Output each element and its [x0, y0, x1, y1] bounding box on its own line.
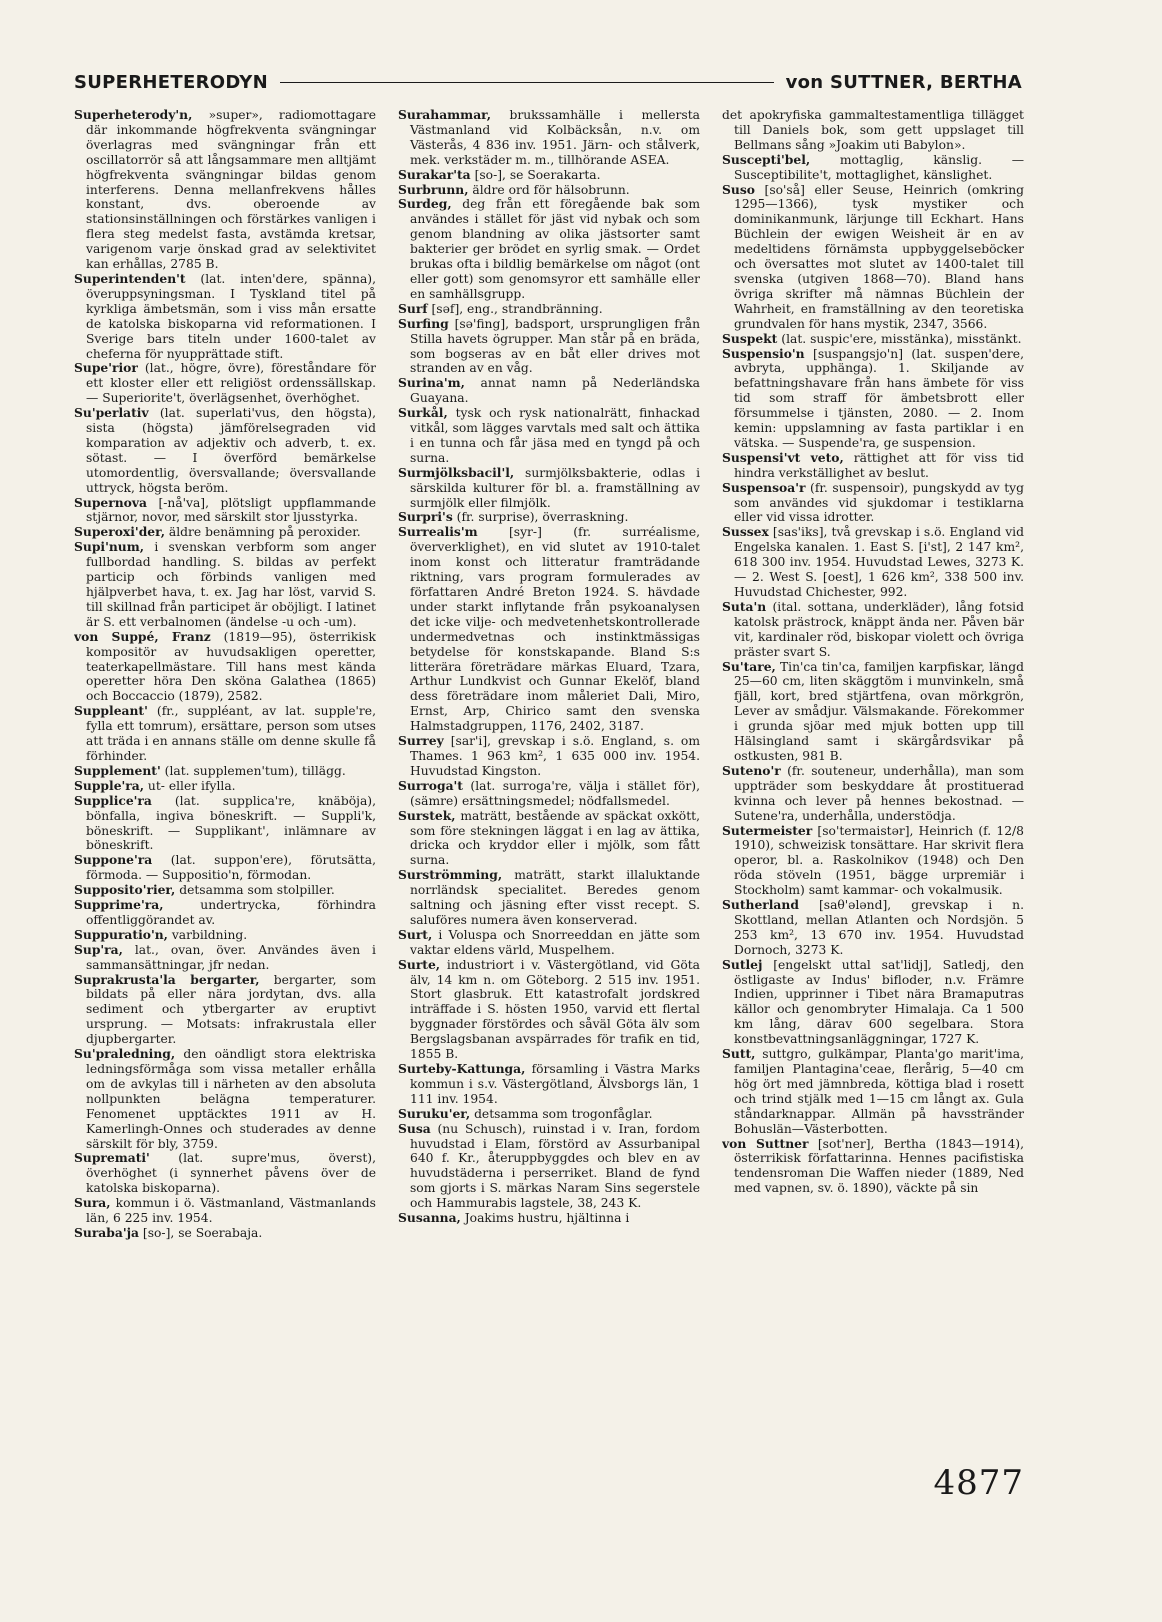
entry-headword: Superintenden't: [74, 270, 186, 286]
entry-text: industriort i v. Västergötland, vid Göta älv, 14 km n. om Göteborg. 2 515 inv. 1951. Stort glasbruk. Ett katastrofalt jordskred inträffade i S. hösten 1950, varvid ett flertal byggnader förstördes och såväl Göta älv som Bergslagsbanan avspärrades för trafik en tid, 1855 B.: [410, 957, 700, 1062]
entry-headword: Superheterody'n,: [74, 108, 193, 122]
entry-headword: Suruku'er,: [398, 1105, 471, 1121]
entry-text: [sar'i], grevskap i s.ö. England, s. om Thames. 1 963 km², 1 635 000 inv. 1954. Huvudstad Kingston.: [410, 734, 700, 778]
dictionary-entry: [398, 1062, 700, 1107]
dictionary-entry: [74, 406, 376, 495]
entry-headword: Susanna,: [398, 1210, 461, 1226]
entry-headword: Surdeg,: [398, 196, 452, 212]
entry-headword: Surfing: [398, 315, 449, 331]
dictionary-entry: [722, 764, 1024, 824]
dictionary-entry: [74, 794, 376, 854]
dictionary-entry: [398, 466, 700, 511]
entry-headword: Surpri's: [398, 509, 453, 525]
dictionary-entry: [74, 361, 376, 406]
dictionary-entry: [722, 824, 1024, 899]
dictionary-entry: [74, 853, 376, 883]
entry-text: [sə'fing], badsport, ursprungligen från Stilla havets ögrupper. Man står på en bräda, som bogseras av en båt eller drives mot stranden av en våg.: [410, 316, 700, 376]
entry-headword: Surrealis'm: [398, 524, 478, 540]
dictionary-entry: [74, 1196, 376, 1226]
entry-headword: Suppone'ra: [74, 852, 153, 868]
entry-headword: Supi'num,: [74, 539, 145, 555]
dictionary-entry: [74, 883, 376, 898]
entry-headword: von Suttner: [722, 1135, 809, 1151]
entry-text: (fr. suspensoir), pungskydd av tyg som användes vid sjukdomar i testiklarna eller vid vissa idrotter.: [734, 480, 1024, 525]
dictionary-entry: [74, 779, 376, 794]
entry-headword: Su'perlativ: [74, 405, 149, 421]
entry-headword: Surina'm,: [398, 375, 465, 391]
dictionary-entry: [722, 108, 1024, 153]
entry-headword: Surakar'ta: [398, 166, 471, 182]
entry-text: i Voluspa och Snorreeddan en jätte som vaktar eldens värld, Muspelhem.: [410, 927, 700, 957]
column-right: [722, 108, 1024, 1448]
dictionary-entry: [398, 317, 700, 377]
dictionary-entry: [74, 973, 376, 1048]
entry-headword: Suppleant': [74, 703, 148, 719]
entry-headword: Surbrunn,: [398, 181, 469, 197]
entry-headword: Supremati': [74, 1150, 150, 1166]
entry-headword: Suspekt: [722, 330, 778, 346]
entry-headword: Supe'rior: [74, 360, 138, 376]
dictionary-entry: [722, 660, 1024, 764]
entry-text: suttgro, gulkämpar, Planta'go marit'ima, familjen Plantagina'ceae, flerårig, 5—40 cm hög ört med jämnbreda, köttiga blad i rosett och trind stjälk med 1—15 cm långt ax. Gula ståndarknappar. Allmän på havsstränder Bohuslän—Västerbotten.: [734, 1047, 1024, 1136]
entry-headword: Suspensi'vt veto,: [722, 449, 844, 465]
entry-text: [so-], se Soerakarta.: [470, 167, 601, 182]
dictionary-entry: [398, 734, 700, 779]
entry-text: [so'termaistər], Heinrich (f. 12/8 1910), schweizisk tonsättare. Har skrivit flera operor, bl. a. Raskolnikov (1948) och Den röda stöveln (1951, bägge urpremiär i Stockholm) samt kammar- och vokalmusik.: [734, 823, 1024, 898]
entry-headword: Surt,: [398, 926, 433, 942]
dictionary-entry: [722, 153, 1024, 183]
entry-headword: Sutherland: [722, 897, 799, 913]
entry-text: rättighet att för viss tid hindra verkställighet av beslut.: [734, 450, 1024, 480]
dictionary-entry: [74, 540, 376, 629]
entry-headword: Surrey: [398, 733, 444, 749]
dictionary-entry: [398, 108, 700, 168]
dictionary-entry: [722, 1047, 1024, 1136]
entry-text: ut- eller ifylla.: [144, 778, 236, 793]
dictionary-entry: [398, 1122, 700, 1211]
dictionary-entry: [74, 764, 376, 779]
entry-headword: Susa: [398, 1120, 431, 1136]
entry-text: [engelskt uttal sat'lidj], Satledj, den östligaste av Indus' bifloder, n.v. Främre Indien, upprinner i Tibet nära Bramaputras källor och genombryter Himalaja. Ca 1 500 km lång, därav 600 segelbara. Stora konstbevattningsanläggningar, 1727 K.: [734, 957, 1024, 1047]
entry-headword: Supplement': [74, 762, 161, 778]
dictionary-entry: [722, 332, 1024, 347]
entry-text: maträtt, starkt illaluktande norrländsk specialitet. Beredes genom saltning och jäsning efter visst recept. S. saluföres numera även konserverad.: [410, 868, 700, 927]
dictionary-entry: [398, 779, 700, 809]
header-right-guideword: von SUTTNER, BERTHA: [785, 71, 1022, 93]
entry-text: (lat. suspic'ere, misstänka), misstänkt.: [777, 331, 1022, 346]
entry-text: [saθ'ələnd], grevskap i n. Skottland, mellan Atlanten och Nordsjön. 5 253 km², 13 670 inv. 1954. Huvudstad Dornoch, 3273 K.: [734, 898, 1024, 957]
entry-text: äldre benämning på peroxider.: [164, 525, 361, 540]
entry-text: (lat. supplica're, knäböja), bönfalla, ingiva böneskrift. — Suppli'k, böneskrift. — Supplikant', inlämnare av böneskrift.: [86, 793, 376, 853]
entry-text: [syr-] (fr. surréalisme, öververklighet), en vid slutet av 1910-talet inom konst och litteratur framträdande riktning, vars program formulerades av författaren André Breton 1924. S. hävdade under starkt inflytande från psykoanalysen det icke vilje- och medvetenhetskontrollerade undermedvetnas och instinktmässigas betydelse för konstskapande. Bland S:s litterära företrädare märkas Eluard, Tzara, Arthur Lundkvist och Gunnar Ekelöf, bland dess företrädare inom måleriet Dali, Miro, Ernst, Arp, Chirico samt den svenska Halmstadgruppen, 1176, 2402, 3187.: [410, 525, 700, 734]
dictionary-entry: [74, 704, 376, 764]
entry-headword: Supplice'ra: [74, 792, 152, 808]
entry-headword: Sup'ra,: [74, 941, 123, 957]
entry-text: »super», radiomottagare där inkommande högfrekventa svängningar överlagras med svängningar från ett oscillatorrör så att långsammare men alltjämt högfrekventa svängningar bildas genom interferens. Denna mellanfrekvens hålles konstant, dvs. oberoende av stationsinställningen och förstärkes vanligen i flera steg medelst fasta, avstämda kretsar, varigenom varje önskad grad av selektivitet kan erhållas, 2785 B.: [86, 108, 376, 272]
entry-headword: Sutt,: [722, 1046, 756, 1062]
dictionary-entry: [398, 868, 700, 928]
dictionary-entry: [398, 168, 700, 183]
header-left-guideword: SUPERHETERODYN: [74, 71, 268, 93]
dictionary-entry: [74, 525, 376, 540]
entry-text: detsamma som trogonfåglar.: [470, 1106, 653, 1121]
dictionary-entry: [722, 958, 1024, 1047]
entry-headword: Surkål,: [398, 405, 448, 421]
dictionary-entry: [74, 943, 376, 973]
entry-text: (fr. souteneur, underhålla), man som uppträder som beskyddare åt prostituerad kvinna och lever på hennes bekostnad. — Sutene'ra, underhålla, understödja.: [734, 763, 1024, 823]
entry-headword: Surteby-Kattunga,: [398, 1061, 526, 1076]
entry-text: den oändligt stora elektriska ledningsförmåga som vissa metaller erhålla om de avkylas till i närheten av den absoluta nollpunkten belägna temperaturer. Fenomenet upptäcktes 1911 av H. Kamerlingh-Onnes och studerades av denne särskilt för bly, 3759.: [86, 1047, 376, 1151]
entry-text: [suspangsjo'n] (lat. suspen'dere, avbryta, upphänga). 1. Skiljande av befattningshavare från hans ämbete för viss tid som straff för ämbetsbrott eller försummelse i tjänsten, 2080. — 2. Inom kemin: uppslamning av fasta partiklar i en vätska. — Suspende'ra, ge suspension.: [734, 346, 1024, 450]
dictionary-entry: [398, 183, 700, 198]
entry-headword: Suspensoa'r: [722, 479, 806, 495]
dictionary-entry: [398, 1211, 700, 1226]
page-number: 4877: [933, 1463, 1024, 1503]
entry-text: [so-], se Soerabaja.: [139, 1225, 263, 1240]
entry-text: lat., ovan, över. Användes även i sammansättningar, jfr nedan.: [86, 942, 376, 972]
dictionary-entry: [74, 1226, 376, 1241]
entry-text: [sas'iks], två grevskap i s.ö. England vid Engelska kanalen. 1. East S. [i'st], 2 147 km², 618 300 inv. 1954. Huvudstad Lewes, 3273 K. — 2. West S. [oest], 1 626 km², 338 500 inv. Huvudstad Chichester, 992.: [734, 525, 1024, 599]
entry-text: [sot'ner], Bertha (1843—1914), österrikisk författarinna. Hennes pacifistiska tendensroman Die Waffen nieder (1889, Ned med vapnen, sv. ö. 1890), väckte på sin: [734, 1136, 1024, 1196]
entry-text: bergarter, som bildats på eller nära jordytan, dvs. alla sediment och ytbergarter av eruptivt ursprung. — Motsats: infrakrustala eller djupbergarter.: [86, 972, 376, 1047]
entry-text: tysk och rysk nationalrätt, finhackad vitkål, som lägges varvtals med salt och ättika i en tunna och får jäsa med en tyngd på och surna.: [410, 406, 700, 465]
entry-headword: Sutermeister: [722, 822, 813, 838]
entry-headword: Suppuratio'n,: [74, 926, 168, 942]
dictionary-entry: [74, 272, 376, 361]
dictionary-entry: [722, 525, 1024, 600]
entry-text: (lat. superlati'vus, den högsta), sista (högsta) jämförelsegraden vid komparation av adjektiv och adverb, t. ex. sötast. — I överförd bemärkelse utomordentlig, översvallande; översvallande uttryck, högsta beröm.: [86, 406, 376, 495]
dictionary-entry: [722, 600, 1024, 660]
entry-headword: Surmjölksbacil'l,: [398, 464, 515, 480]
entry-headword: Suteno'r: [722, 762, 781, 778]
dictionary-entry: [398, 525, 700, 734]
entry-text: församling i Västra Marks kommun i s.v. Västergötland, Älvsborgs län, 1 111 inv. 1954.: [410, 1062, 700, 1106]
header-rule: [280, 82, 774, 83]
dictionary-entry: [398, 406, 700, 466]
entry-text: [-nå'va], plötsligt uppflammande stjärnor, novor, med särskilt stor ljusstyrka.: [86, 495, 376, 525]
dictionary-entry: [74, 1151, 376, 1196]
entry-headword: Supple'ra,: [74, 777, 145, 793]
entry-text: undertrycka, förhindra offentliggörandet av.: [86, 898, 376, 927]
entry-text: (lat., högre, övre), föreståndare för ett kloster eller ett religiöst ordenssällskap. — Superiorite't, överlägsenhet, överhöghet.: [86, 361, 376, 406]
entry-text: (lat. supplemen'tum), tillägg.: [160, 763, 346, 778]
column-middle: [398, 108, 700, 1448]
dictionary-entry: [74, 630, 376, 705]
entry-headword: Suso: [722, 181, 755, 197]
entry-text: deg från ett föregående bak som användes i stället för jäst vid nybak och som genom blandning av olika jästsorter samt bakterier ger brödet en syrlig smak. — Ordet brukas ofta i bildlig bemärkelse om något (ont eller gott) som genomsyror ett samhälle eller en samhällsgrupp.: [410, 197, 700, 301]
entry-headword: Suta'n: [722, 598, 767, 614]
entry-text: detsamma som stolpiller.: [175, 883, 335, 898]
entry-text: (lat. inten'dere, spänna), överuppsyningsman. I Tyskland titel på kyrkliga ämbetsmän, som i viss mån ersatte de katolska biskoparna vid reformationen. I Sverige bars titeln under 1600-talet av cheferna för nyupprättade stift.: [86, 271, 376, 361]
entry-text: (lat. supre'mus, överst), överhöghet (i synnerhet påvens över de katolska biskoparna).: [86, 1151, 376, 1196]
dictionary-entry: [722, 451, 1024, 481]
entry-text: brukssamhälle i mellersta Västmanland vid Kolbäcksån, n.v. om Västerås, 4 836 inv. 1951. Järn- och stålverk, mek. verkstäder m. m., tillhörande ASEA.: [410, 108, 700, 167]
entry-headword: Surte,: [398, 956, 441, 972]
dictionary-entry: [74, 898, 376, 928]
entry-headword: Supprime'ra,: [74, 897, 164, 913]
entry-headword: Surahammar,: [398, 108, 492, 122]
running-header: [74, 68, 1022, 96]
entry-text: surmjölksbakterie, odlas i särskilda kulturer för bl. a. framställning av surmjölk eller filmjölk.: [410, 465, 700, 510]
entry-text: det apokryfiska gammaltestamentliga tillägget till Daniels bok, som gett uppslaget till Bellmans sång »Joakim uti Babylon».: [722, 108, 1024, 152]
entry-headword: Supposito'rier,: [74, 882, 176, 898]
entry-headword: Surf: [398, 300, 428, 316]
dictionary-entry: [722, 1137, 1024, 1197]
entry-headword: Surstek,: [398, 807, 456, 823]
entry-text: (fr. surprise), överraskning.: [452, 510, 629, 525]
entry-text: (nu Schusch), ruinstad i v. Iran, fordom huvudstad i Elam, förstörd av Assurbanipal 640 f. Kr., återuppbyggdes och blev en av huvudstäderna i perserriket. Bland de fynd som gjorts i S. märkas Naram Sins segerstele och Hammurabis lagstele, 38, 243 K.: [410, 1121, 700, 1211]
entry-headword: Sussex: [722, 524, 769, 540]
dictionary-entry: [398, 1107, 700, 1122]
entry-text: Joakims hustru, hjältinna i: [460, 1211, 630, 1226]
dictionary-entry: [722, 481, 1024, 526]
dictionary-entry: [74, 496, 376, 526]
dictionary-entry: [398, 302, 700, 317]
entry-text: [səf], eng., strandbränning.: [427, 301, 603, 316]
dictionary-entry: [398, 197, 700, 301]
entry-text: kommun i ö. Västmanland, Västmanlands län, 6 225 inv. 1954.: [86, 1196, 376, 1226]
entry-text: annat namn på Nederländska Guayana.: [410, 376, 700, 406]
entry-text: varbildning.: [167, 927, 248, 942]
entry-headword: Sutlej: [722, 956, 763, 972]
entry-columns: [74, 108, 1024, 1448]
entry-headword: Suscepti'bel,: [722, 151, 811, 167]
entry-text: äldre ord för hälsobrunn.: [468, 182, 630, 197]
dictionary-entry: [722, 183, 1024, 332]
dictionary-entry: [398, 510, 700, 525]
entry-text: Tin'ca tin'ca, familjen karpfiskar, längd 25—60 cm, liten skäggtöm i munvinkeln, små fjäll, kort, bred stjärtfena, ovan mörkgrön, Lever av smådjur. Välsmakande. Förekommer i grunda sjöar med mjuk botten upp till Hälsingland samt i skärgårdsvikar på ostkusten, 981 B.: [734, 659, 1024, 763]
entry-headword: Suspensio'n: [722, 345, 805, 361]
entry-text: (lat. suppon'ere), förutsätta, förmoda. — Suppositio'n, förmodan.: [86, 853, 376, 883]
dictionary-entry: [722, 898, 1024, 958]
entry-text: [so'så] eller Seuse, Heinrich (omkring 1295—1366), tysk mystiker och dominikanmunk, lärjunge till Eckhart. Hans Büchlein der ewigen Weisheit är en av medeltidens förnämsta uppbyggelseböcker och översattes mot slutet av 1400-talet till svenska (utgiven 1868—70). Bland hans övriga skrifter må nämnas Büchlein der Wahrheit, en framställning av den teoretiska grundvalen för hans mystik, 2347, 3566.: [734, 182, 1024, 331]
entry-headword: Su'praledning,: [74, 1046, 176, 1062]
entry-text: i svenskan verbform som anger fullbordad handling. S. bildas av perfekt particip och förbinds vanligen med hjälpverbet hava, t. ex. Jag har löst, varvid S. till skillnad från participet är oböjligt. I latinet är S. ett verbalnomen (ändelse -u och -um).: [86, 540, 376, 629]
dictionary-entry: [398, 928, 700, 958]
entry-headword: Suprakrusta'la bergarter,: [74, 971, 260, 987]
entry-text: (ital. sottana, underkläder), lång fotsid katolsk prästrock, knäppt ända ner. Påven bär vit, kardinaler röd, biskopar violett och övriga präster svart S.: [734, 599, 1024, 659]
entry-headword: Surroga't: [398, 777, 463, 793]
dictionary-entry: [398, 376, 700, 406]
entry-headword: von Suppé, Franz: [74, 628, 211, 644]
entry-headword: Surströmming,: [398, 867, 503, 883]
dictionary-entry: [398, 809, 700, 869]
entry-text: (lat. surroga're, välja i stället för), (sämre) ersättningsmedel; nödfallsmedel.: [410, 778, 700, 808]
dictionary-entry: [74, 108, 376, 272]
entry-headword: Sura,: [74, 1195, 111, 1211]
dictionary-entry: [722, 347, 1024, 451]
dictionary-entry: [74, 1047, 376, 1151]
dictionary-entry: [74, 928, 376, 943]
dictionary-entry: [398, 958, 700, 1062]
entry-text: (1819—95), österrikisk kompositör av huvudsakligen operetter, teaterkapellmästare. Till hans mest kända operetter höra Den sköna Galathea (1865) och Boccaccio (1879), 2582.: [86, 629, 376, 704]
column-left: [74, 108, 376, 1448]
entry-headword: Superoxi'der,: [74, 524, 165, 540]
entry-headword: Suraba'ja: [74, 1224, 140, 1240]
entry-text: mottaglig, känslig. — Susceptibilite't, mottaglighet, känslighet.: [734, 152, 1024, 182]
entry-headword: Su'tare,: [722, 658, 776, 674]
entry-text: maträtt, bestående av späckat oxkött, som före stekningen läggat i en lag av ättika, dricka och kryddor eller i mjölk, som fått surna.: [410, 808, 700, 868]
entry-headword: Supernova: [74, 494, 147, 510]
entry-text: (fr., suppléant, av lat. supple're, fylla ett tomrum), ersättare, person som utses att träda i en annans ställe om denne skulle få förhinder.: [86, 704, 376, 763]
